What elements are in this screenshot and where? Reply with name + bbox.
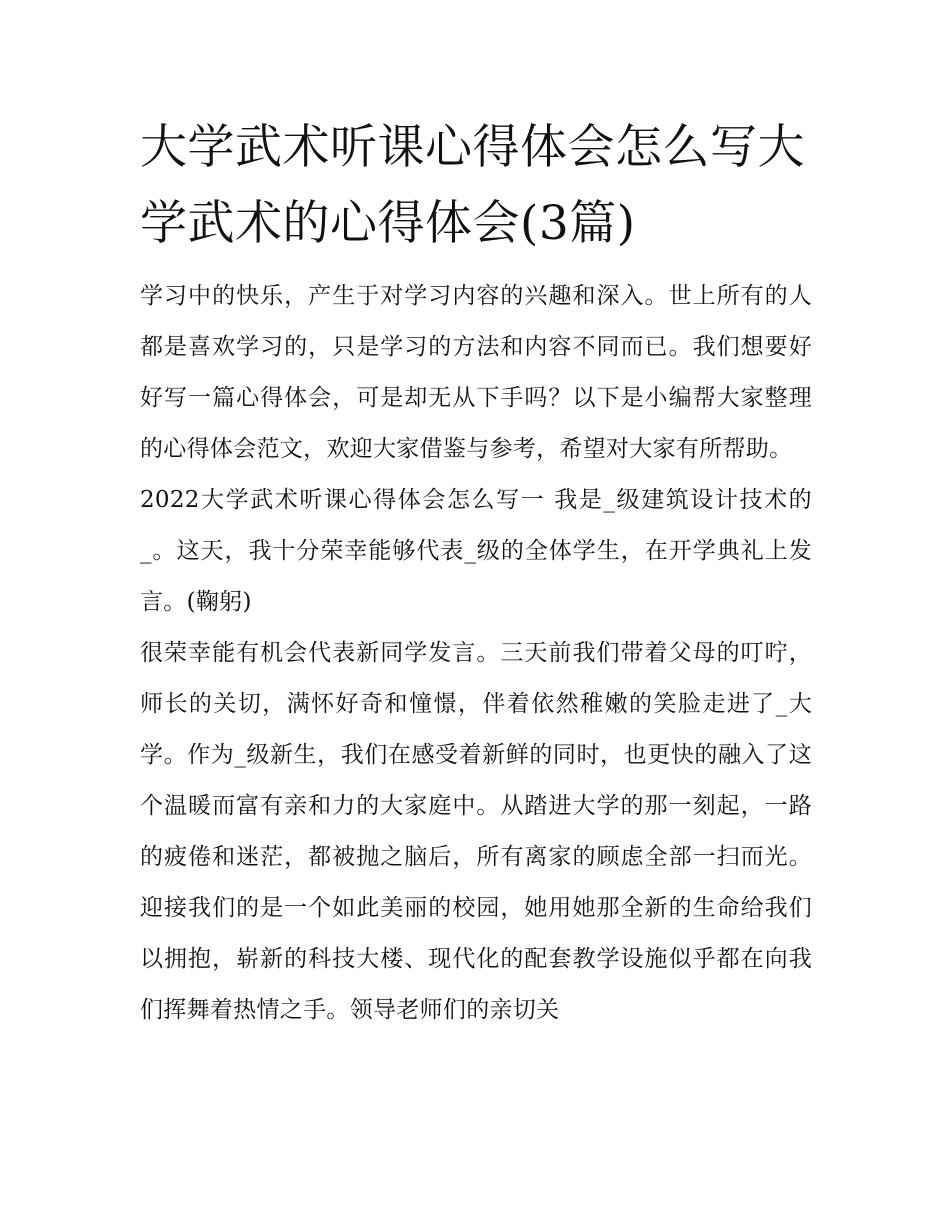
intro-paragraph: 学习中的快乐，产生于对学习内容的兴趣和深入。世上所有的人都是喜欢学习的，只是学习的方法和内容不同而已。我们想要好好写一篇心得体会，可是却无从下手吗？以下是小编帮大家整理的心得体会范文，欢迎大家借鉴与参考，希望对大家有所帮助。	[140, 283, 812, 462]
document-page	[140, 110, 812, 1036]
essay-body-paragraph: 很荣幸能有机会代表新同学发言。三天前我们带着父母的叮咛，师长的关切，满怀好奇和憧憬，伴着依然稚嫩的笑脸走进了_大学。作为_级新生，我们在感受着新鲜的同时，也更快的融入了这个温暖而富有亲和力的大家庭中。从踏进大学的那一刻起，一路的疲倦和迷茫，都被抛之脑后，所有离家的顾虑全部一扫而光。迎接我们的是一个如此美丽的校园，她用她那全新的生命给我们以拥抱，崭新的科技大楼、现代化的配套教学设施似乎都在向我们挥舞着热情之手。领导老师们的亲切关	[140, 640, 812, 1023]
essay-opening-paragraph: 2022大学武术听课心得体会怎么写一 我是_级建筑设计技术的_。这天，我十分荣幸能够代表_级的全体学生，在开学典礼上发言。(鞠躬)	[140, 487, 812, 615]
document-title: 大学武术听课心得体会怎么写大学武术的心得体会(3篇)	[140, 120, 805, 251]
